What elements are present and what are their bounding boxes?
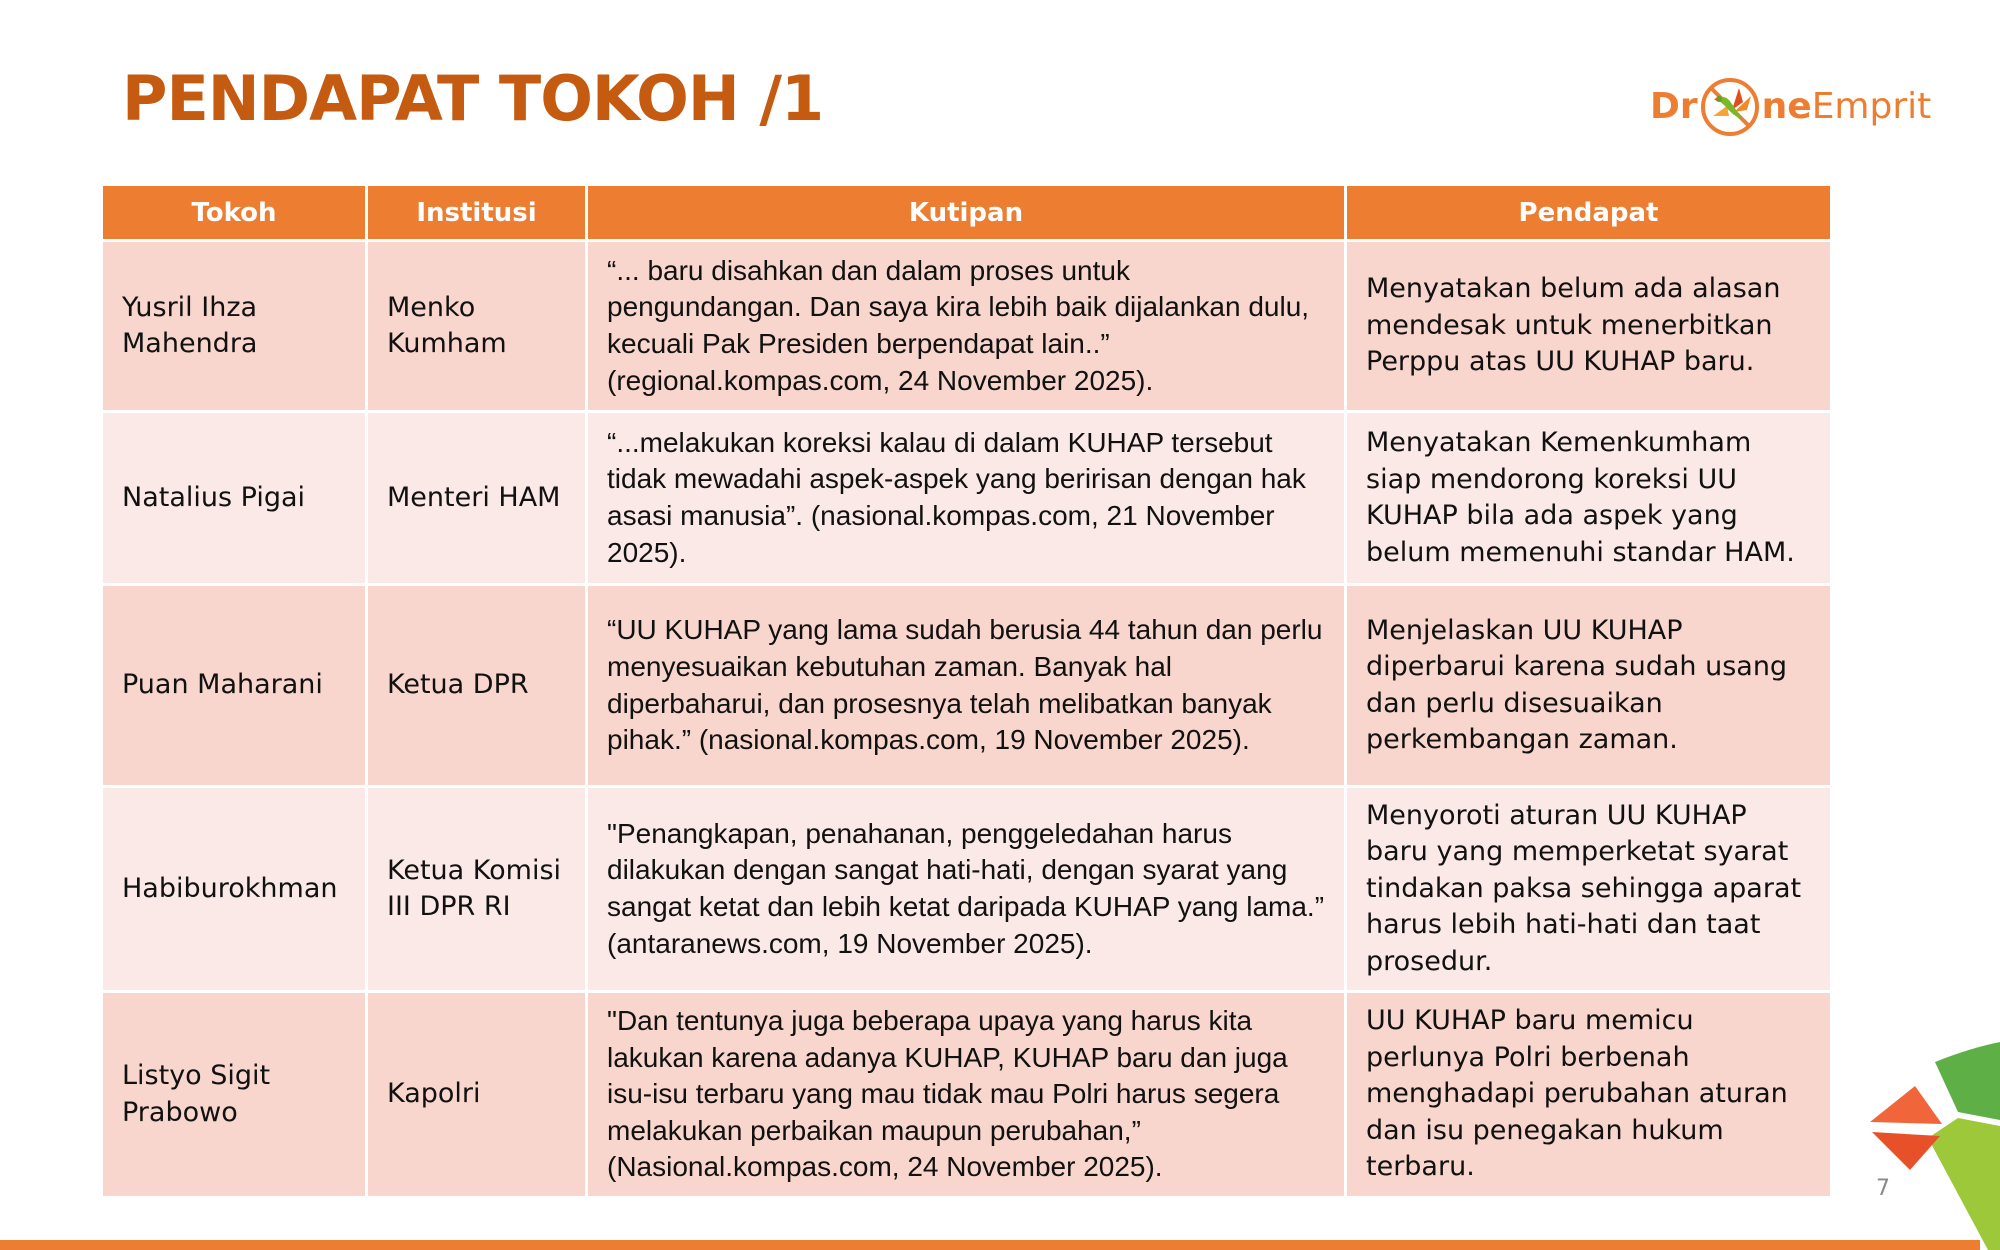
cell-institusi: Kapolri: [368, 993, 585, 1196]
table-row: [103, 413, 1830, 583]
cell-institusi: Menteri HAM: [368, 413, 585, 583]
cell-pendapat: UU KUHAP baru memicu perlunya Polri berbenah menghadapi perubahan aturan dan isu penegakan hukum terbaru.: [1347, 993, 1830, 1196]
corner-decoration-icon: [1840, 1040, 2000, 1250]
cell-institusi: Menko Kumham: [368, 242, 585, 410]
page-number: 7: [1876, 1176, 1890, 1201]
cell-kutipan: “UU KUHAP yang lama sudah berusia 44 tahun dan perlu menyesuaikan kebutuhan zaman. Banyak hal diperbaharui, dan prosesnya telah melibatkan banyak pihak.” (nasional.kompas.com, 19 November 2025).: [588, 586, 1344, 785]
table-row: [103, 242, 1830, 410]
table-row: [103, 993, 1830, 1196]
header-pendapat: Pendapat: [1347, 186, 1830, 239]
cell-institusi: Ketua DPR: [368, 586, 585, 785]
cell-institusi: Ketua Komisi III DPR RI: [368, 788, 585, 990]
logo-text-dr: Dr: [1650, 86, 1698, 127]
cell-tokoh: Listyo Sigit Prabowo: [103, 993, 365, 1196]
cell-kutipan: "Dan tentunya juga beberapa upaya yang harus kita lakukan karena adanya KUHAP, KUHAP baru dan juga isu-isu terbaru yang mau tidak mau Polri harus segera melakukan perbaikan maupun perubahan,” (Nasional.kompas.com, 24 November 2025).: [588, 993, 1344, 1196]
cell-tokoh: Yusril Ihza Mahendra: [103, 242, 365, 410]
table-header-row: [103, 186, 1830, 239]
cell-pendapat: Menyatakan Kemenkumham siap mendorong koreksi UU KUHAP bila ada aspek yang belum memenuhi standar HAM.: [1347, 413, 1830, 583]
header-kutipan: Kutipan: [588, 186, 1344, 239]
footer-bar: [0, 1240, 1980, 1250]
cell-kutipan: “... baru disahkan dan dalam proses untuk pengundangan. Dan saya kira lebih baik dijalankan dulu, kecuali Pak Presiden berpendapat lain..” (regional.kompas.com, 24 November 2025).: [588, 242, 1344, 410]
bird-in-circle-icon: [1699, 76, 1761, 138]
logo-text-ne: ne: [1761, 86, 1812, 127]
cell-tokoh: Natalius Pigai: [103, 413, 365, 583]
cell-kutipan: “...melakukan koreksi kalau di dalam KUHAP tersebut tidak mewadahi aspek-aspek yang beririsan dengan hak asasi manusia”. (nasional.kompas.com, 21 November 2025).: [588, 413, 1344, 583]
cell-pendapat: Menyoroti aturan UU KUHAP baru yang memperketat syarat tindakan paksa sehingga aparat harus lebih hati-hati dan taat prosedur.: [1347, 788, 1830, 990]
drone-emprit-logo: [1650, 72, 1931, 142]
table-row: [103, 788, 1830, 990]
table-row: [103, 586, 1830, 785]
cell-tokoh: Habiburokhman: [103, 788, 365, 990]
opinion-table: [100, 183, 1833, 1199]
logo-text-emprit: Emprit: [1811, 86, 1932, 127]
cell-kutipan: "Penangkapan, penahanan, penggeledahan harus dilakukan dengan sangat hati-hati, dengan syarat yang sangat ketat dan lebih ketat daripada KUHAP yang lama.” (antaranews.com, 19 November 2025).: [588, 788, 1344, 990]
header-tokoh: Tokoh: [103, 186, 365, 239]
slide-title: PENDAPAT TOKOH /1: [122, 62, 824, 135]
header-institusi: Institusi: [368, 186, 585, 239]
cell-pendapat: Menyatakan belum ada alasan mendesak untuk menerbitkan Perppu atas UU KUHAP baru.: [1347, 242, 1830, 410]
cell-pendapat: Menjelaskan UU KUHAP diperbarui karena sudah usang dan perlu disesuaikan perkembangan zaman.: [1347, 586, 1830, 785]
cell-tokoh: Puan Maharani: [103, 586, 365, 785]
